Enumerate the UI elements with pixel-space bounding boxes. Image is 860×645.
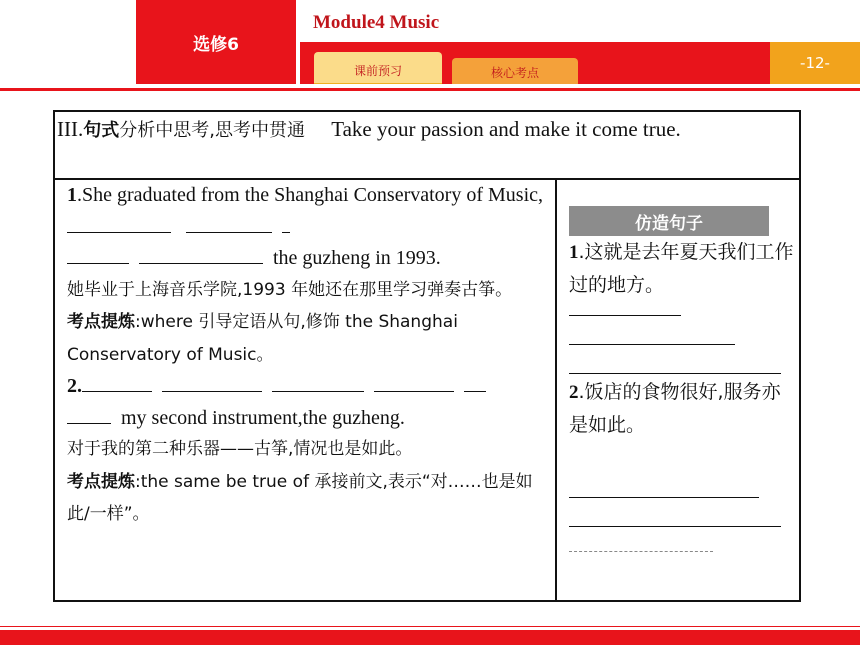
footer-rule <box>0 630 860 645</box>
item1-point <box>67 306 545 371</box>
imitation-item2-number: 2 <box>569 382 579 403</box>
imitation-tag: 仿造句子 <box>569 206 769 236</box>
item2-english-text: my second instrument,the guzheng. <box>121 406 405 429</box>
section-title-en: Take your passion and make it come true. <box>331 117 681 141</box>
module-title: Module4 Music <box>313 12 440 33</box>
page-number: -12- <box>800 54 830 72</box>
footer-thin-rule <box>0 626 860 627</box>
answer-blank[interactable] <box>162 371 262 392</box>
answer-line[interactable] <box>569 551 713 552</box>
answer-blank[interactable] <box>67 243 129 264</box>
imitation-item2 <box>569 376 795 441</box>
section-title <box>57 114 795 146</box>
item1-english-b: the guzheng in 1993. <box>273 247 441 269</box>
answer-blank[interactable] <box>67 212 171 233</box>
point-label: 考点提炼 <box>67 312 135 332</box>
item1-chinese: 她毕业于上海音乐学院,1993 年她还在那里学习弹奏古筝。 <box>67 279 513 300</box>
tab-core-points-label: 核心考点 <box>490 66 539 80</box>
course-label: 选修6 <box>193 34 239 55</box>
imitation-item1 <box>569 236 795 301</box>
tab-preview[interactable] <box>314 52 442 84</box>
table-col-divider <box>555 178 557 600</box>
tab-preview-label: 课前预习 <box>353 64 402 78</box>
slide-header <box>0 0 860 95</box>
item2-number: 2. <box>67 375 82 397</box>
item2-point <box>67 466 545 531</box>
item2-point-text: :the same be true of 承接前文,表示“对……也是如此/一样”。 <box>67 471 533 524</box>
tab-core-points[interactable] <box>452 58 578 84</box>
page-number-badge <box>770 42 860 84</box>
imitation-item2-text: .饭店的食物很好,服务亦是如此。 <box>569 381 781 436</box>
imitation-item1-number: 1 <box>569 242 579 263</box>
analysis-column <box>67 180 545 531</box>
course-badge <box>136 0 296 84</box>
item2-english <box>67 371 545 434</box>
imitation-item1-text: .这就是去年夏天我们工作过的地方。 <box>569 241 794 296</box>
item1-english <box>67 180 545 275</box>
answer-line[interactable] <box>569 373 781 374</box>
point-label: 考点提炼 <box>67 471 135 492</box>
answer-blank[interactable] <box>139 243 263 264</box>
item2-chinese: 对于我的第二种乐器——古筝,情况也是如此。 <box>67 439 413 459</box>
section-title-bold: 句式 <box>83 120 120 141</box>
item1-point-text: :where 引导定语从句,修饰 the Shanghai Conservatory of Music。 <box>67 312 458 365</box>
answer-blank[interactable] <box>67 403 111 424</box>
section-title-cn: 分析中思考,思考中贯通 <box>119 120 305 141</box>
section-title-prefix: III. <box>57 117 84 141</box>
answer-blank[interactable] <box>464 371 486 392</box>
item1-english-a: .She graduated from the Shanghai Conservatory of Music, <box>77 184 544 206</box>
exercise-table <box>53 110 801 602</box>
answer-blank[interactable] <box>374 371 454 392</box>
imitation-column <box>569 180 795 552</box>
answer-blank[interactable] <box>282 212 290 233</box>
answer-blank[interactable] <box>272 371 364 392</box>
answer-blank[interactable] <box>186 212 272 233</box>
item1-number: 1 <box>67 184 77 206</box>
header-rule <box>0 88 860 91</box>
answer-blank[interactable] <box>82 371 152 392</box>
